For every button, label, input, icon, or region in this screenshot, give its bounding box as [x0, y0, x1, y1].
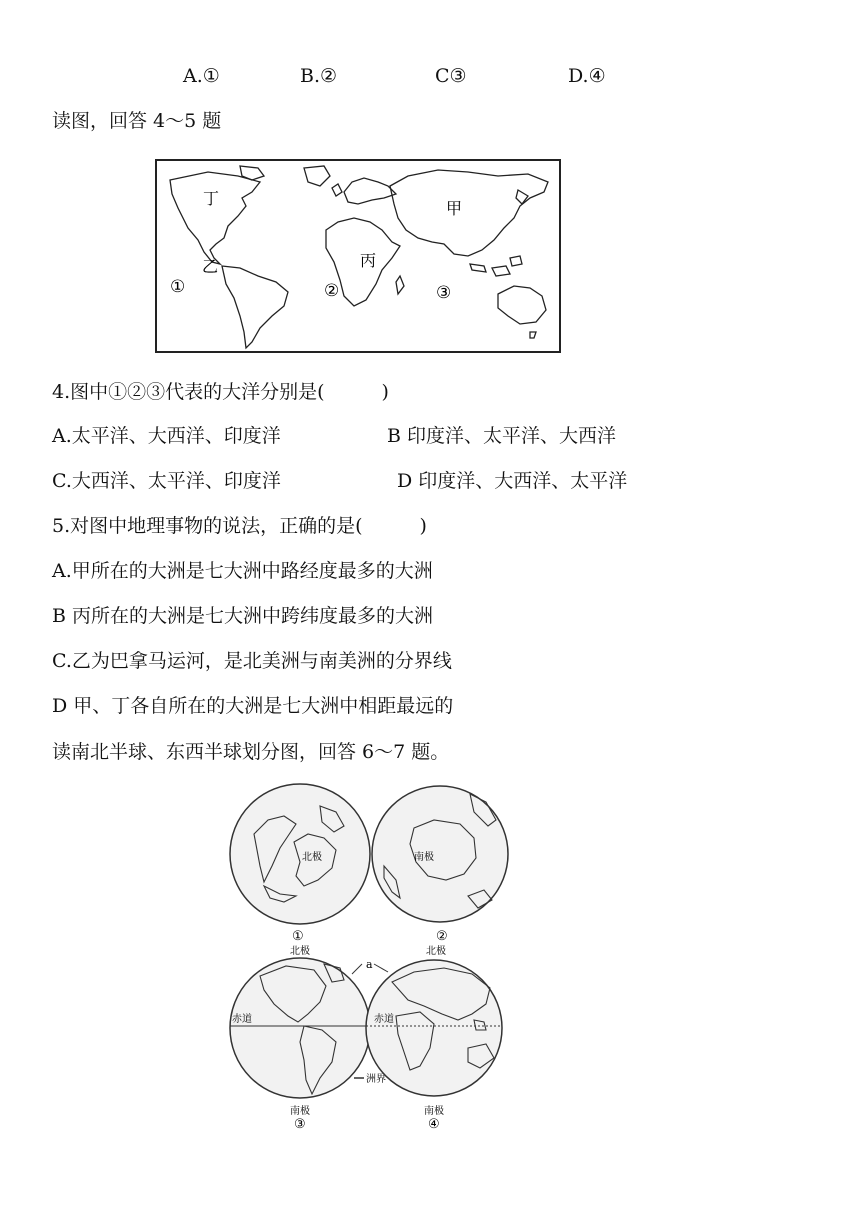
world-map: [148, 146, 564, 360]
hemi1-number: ①: [292, 929, 304, 944]
map1-label-jia: 甲: [446, 199, 463, 218]
hemi4-south-pole: 南极: [424, 1106, 444, 1117]
legend-continent-boundary: 洲界: [366, 1074, 386, 1085]
q4-stem: 4.图中①②③代表的大洋分别是( ): [52, 381, 389, 403]
hemi1-north-pole: 北极: [302, 852, 322, 863]
hemi2-number: ②: [436, 929, 448, 944]
intro-4-5: 读图，回答 4～5 题: [52, 110, 222, 132]
map1-label-ding: 丁: [203, 189, 220, 208]
q5-option-a: A.甲所在的大洲是七大洲中路经度最多的大洲: [52, 560, 433, 582]
q5-option-d: D 甲、丁各自所在的大洲是七大洲中相距最远的: [52, 695, 454, 717]
hemi2-south-pole: 南极: [414, 852, 434, 863]
hemi3-number: ③: [294, 1117, 306, 1132]
q4-option-a: A.太平洋、大西洋、印度洋: [52, 425, 281, 447]
hemi3-south-pole: 南极: [290, 1106, 310, 1117]
option-c: C③: [435, 65, 467, 87]
label-a: a: [366, 958, 373, 971]
hemi4-number: ④: [428, 1117, 440, 1132]
intro-6-7: 读南北半球、东西半球划分图，回答 6～7 题。: [52, 741, 450, 763]
hemispheres-map: [224, 776, 514, 1132]
option-b: B.②: [300, 65, 338, 87]
map1-label-ocean-1: ①: [170, 277, 186, 297]
map1-label-ocean-2: ②: [324, 281, 340, 301]
map1-label-ocean-3: ③: [436, 283, 452, 303]
hemi3-equator: 赤道: [232, 1014, 252, 1025]
q5-option-b: B 丙所在的大洲是七大洲中跨纬度最多的大洲: [52, 605, 434, 627]
option-d: D.④: [568, 65, 606, 87]
hemi3-north-pole: 北极: [290, 946, 310, 957]
q4-option-d: D 印度洋、大西洋、太平洋: [397, 470, 628, 492]
q4-option-b: B 印度洋、太平洋、大西洋: [387, 425, 617, 447]
map1-label-yi: 乙: [202, 257, 219, 276]
q5-option-c: C.乙为巴拿马运河，是北美洲与南美洲的分界线: [52, 650, 452, 672]
q5-stem: 5.对图中地理事物的说法，正确的是( ): [52, 515, 427, 537]
q4-option-c: C.大西洋、太平洋、印度洋: [52, 470, 281, 492]
option-a: A.①: [183, 65, 220, 87]
map1-label-bing: 丙: [360, 251, 377, 270]
hemi4-equator: 赤道: [374, 1014, 394, 1025]
hemi4-north-pole: 北极: [426, 946, 446, 957]
